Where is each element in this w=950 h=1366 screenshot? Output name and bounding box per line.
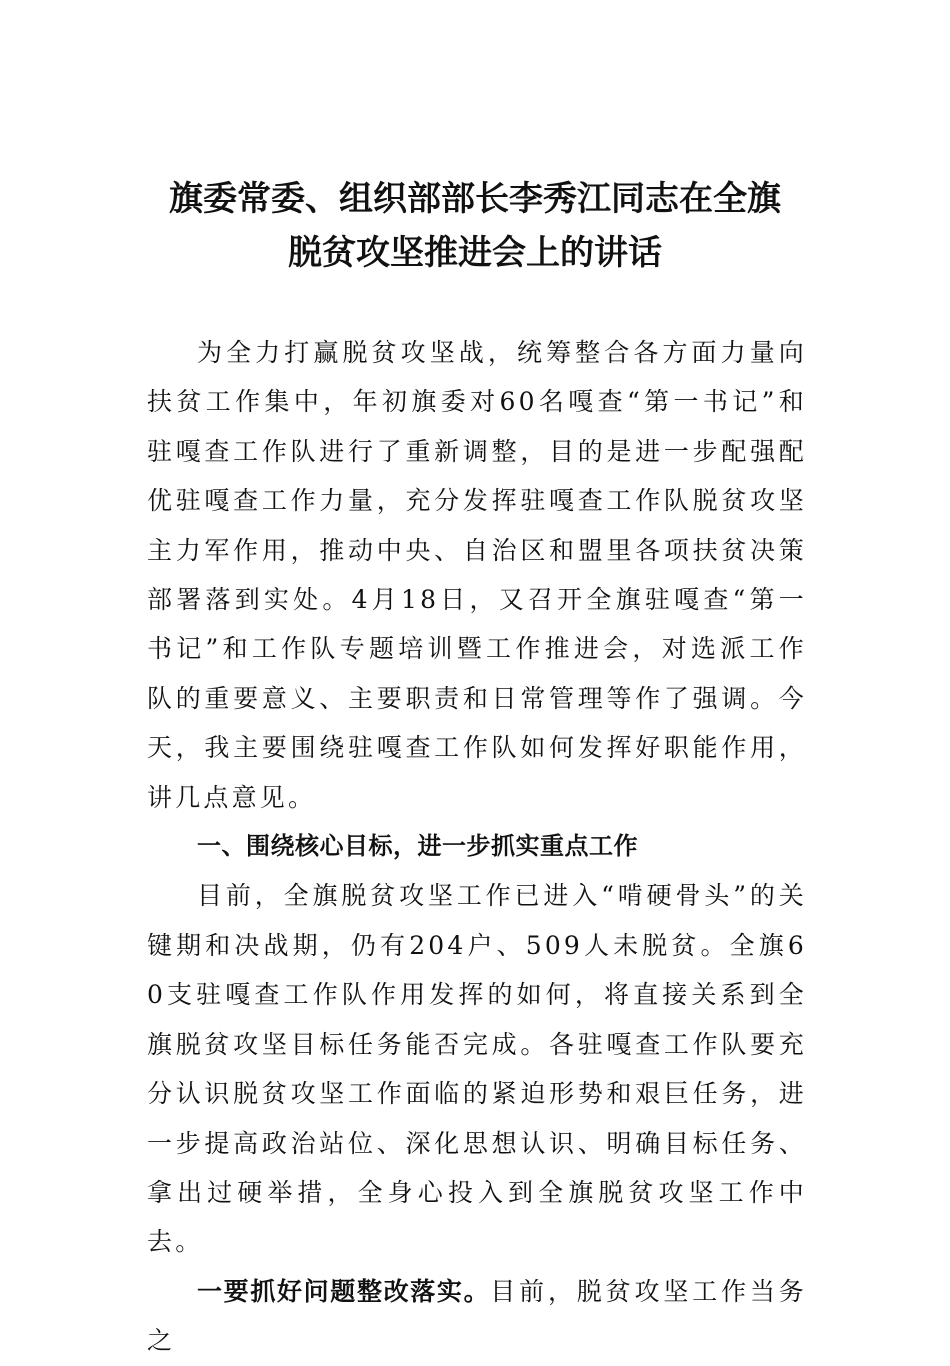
- point-1-lead: 一要抓好问题整改落实。: [197, 1276, 491, 1306]
- section-heading-1: 一、围绕核心目标，进一步抓实重点工作: [197, 832, 638, 861]
- title-line-1: 旗委常委、组织部部长李秀江同志在全旗: [169, 179, 781, 219]
- title-line-2: 脱贫攻坚推进会上的讲话: [288, 233, 662, 273]
- document-title: [120, 172, 830, 280]
- document-body: [147, 328, 807, 1366]
- point-1-text: 目前，脱贫攻坚工作当务之: [147, 1276, 807, 1356]
- section-1-point-1: [147, 1267, 807, 1366]
- intro-paragraph: 为全力打赢脱贫攻坚战，统筹整合各方面力量向扶贫工作集中，年初旗委对60名嘎查“第一书记”和驻嘎查工作队进行了重新调整，目的是进一步配强配优驻嘎查工作力量，充分发挥驻嘎查工作队脱贫攻坚主力军作用，推动中央、自治区和盟里各项扶贫决策部署落到实处。4月18日，又召开全旗驻嘎查“第一书记”和工作队专题培训暨工作推进会，对选派工作队的重要意义、主要职责和日常管理等作了强调。今天，我主要围绕驻嘎查工作队如何发挥好职能作用，讲几点意见。: [147, 338, 807, 812]
- section-1-paragraph: 目前，全旗脱贫攻坚工作已进入“啃硬骨头”的关键期和决战期，仍有204户、509人未脱贫。全旗60支驻嘎查工作队作用发挥的如何，将直接关系到全旗脱贫攻坚目标任务能否完成。各驻嘎查工作队要充分认识脱贫攻坚工作面临的紧迫形势和艰巨任务，进一步提高政治站位、深化思想认识、明确目标任务、拿出过硬举措，全身心投入到全旗脱贫攻坚工作中去。: [147, 881, 807, 1257]
